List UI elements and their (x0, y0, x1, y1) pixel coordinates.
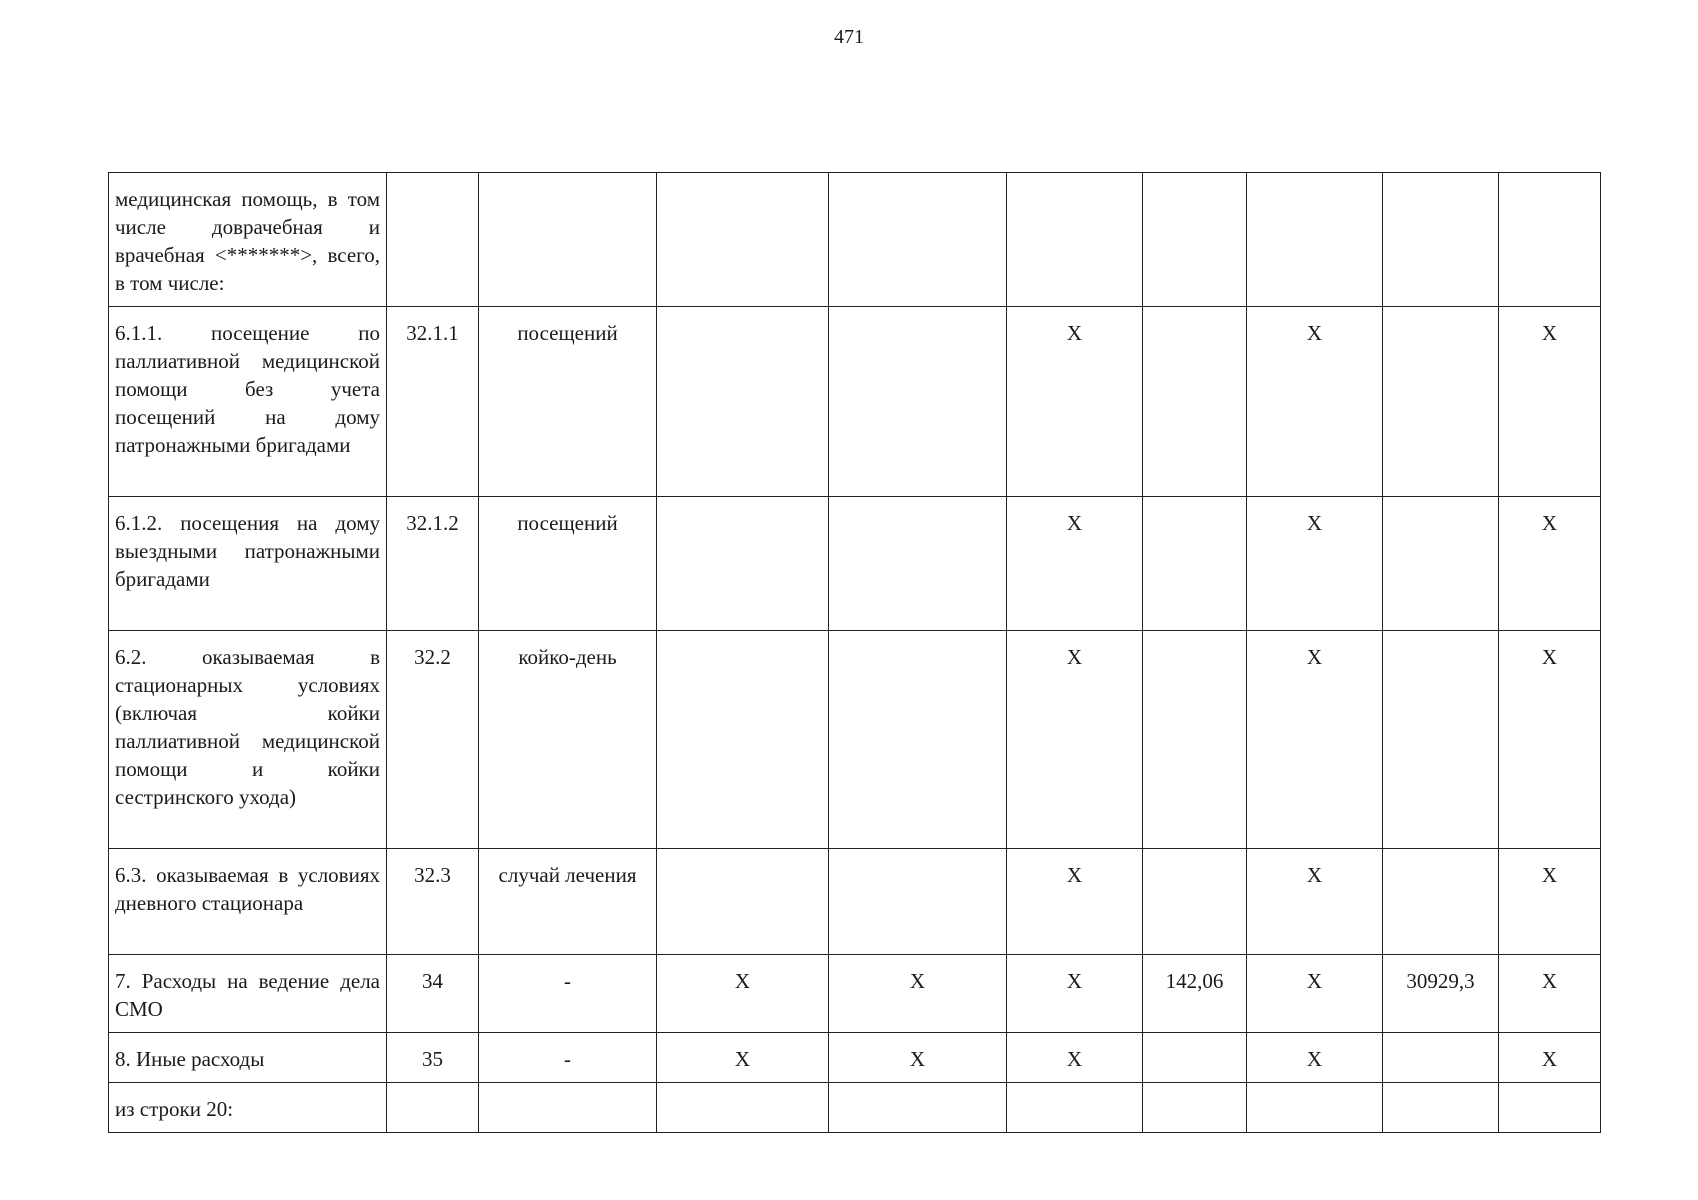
unit-cell: - (479, 1033, 657, 1083)
cell-5 (829, 307, 1007, 497)
cell-6: Х (1007, 955, 1143, 1033)
cell-10: Х (1499, 1033, 1601, 1083)
cell-8 (1247, 1083, 1383, 1133)
cell-5 (829, 1083, 1007, 1133)
cell-7: 142,06 (1143, 955, 1247, 1033)
cell-6: Х (1007, 849, 1143, 955)
cell-6 (1007, 1083, 1143, 1133)
name-cell: из строки 20: (109, 1083, 387, 1133)
cell-9: 30929,3 (1383, 955, 1499, 1033)
cell-5 (829, 849, 1007, 955)
cell-4 (657, 631, 829, 849)
cell-9 (1383, 1083, 1499, 1133)
cell-9 (1383, 631, 1499, 849)
table-row (109, 1033, 1601, 1083)
line-code-cell (387, 1083, 479, 1133)
line-code-cell (387, 173, 479, 307)
page-number: 471 (834, 26, 864, 48)
cell-10: Х (1499, 497, 1601, 631)
unit-cell (479, 1083, 657, 1133)
cell-7 (1143, 497, 1247, 631)
cell-8: Х (1247, 631, 1383, 849)
line-code-cell: 32.1.1 (387, 307, 479, 497)
cell-6: Х (1007, 1033, 1143, 1083)
cell-5 (829, 173, 1007, 307)
cell-5 (829, 631, 1007, 849)
cell-6 (1007, 173, 1143, 307)
cell-4: Х (657, 955, 829, 1033)
table-row (109, 849, 1601, 955)
unit-cell: посещений (479, 497, 657, 631)
cell-6: Х (1007, 307, 1143, 497)
cell-7 (1143, 1033, 1247, 1083)
data-table (108, 172, 1601, 1133)
cell-8: Х (1247, 307, 1383, 497)
line-code-cell: 32.1.2 (387, 497, 479, 631)
cell-4 (657, 307, 829, 497)
unit-cell: посещений (479, 307, 657, 497)
unit-cell (479, 173, 657, 307)
name-cell: медицинская помощь, в том числе доврачебная и врачебная <*******>, всего, в том числе: (109, 173, 387, 307)
cell-9 (1383, 849, 1499, 955)
cell-5: Х (829, 1033, 1007, 1083)
table-body (109, 173, 1601, 1133)
cell-9 (1383, 307, 1499, 497)
cell-4 (657, 497, 829, 631)
cell-10: Х (1499, 955, 1601, 1033)
cell-10: Х (1499, 307, 1601, 497)
cell-4 (657, 849, 829, 955)
cell-10: Х (1499, 631, 1601, 849)
cell-9 (1383, 497, 1499, 631)
cell-7 (1143, 631, 1247, 849)
cell-7 (1143, 849, 1247, 955)
table-row (109, 631, 1601, 849)
name-cell: 7. Расходы на ведение дела СМО (109, 955, 387, 1033)
line-code-cell: 32.2 (387, 631, 479, 849)
unit-cell: - (479, 955, 657, 1033)
cell-10 (1499, 173, 1601, 307)
table-row (109, 955, 1601, 1033)
cell-4 (657, 1083, 829, 1133)
cell-5 (829, 497, 1007, 631)
name-cell: 6.1.2. посещения на дому выездными патронажными бригадами (109, 497, 387, 631)
name-cell: 8. Иные расходы (109, 1033, 387, 1083)
unit-cell: случай лечения (479, 849, 657, 955)
cell-8: Х (1247, 1033, 1383, 1083)
table-row (109, 173, 1601, 307)
name-cell: 6.2. оказываемая в стационарных условиях (включая койки паллиативной медицинской помощи и койки сестринского ухода) (109, 631, 387, 849)
name-cell: 6.3. оказываемая в условиях дневного стационара (109, 849, 387, 955)
cell-9 (1383, 173, 1499, 307)
cell-7 (1143, 173, 1247, 307)
name-cell: 6.1.1. посещение по паллиативной медицинской помощи без учета посещений на дому патронажными бригадами (109, 307, 387, 497)
cell-10 (1499, 1083, 1601, 1133)
cell-7 (1143, 1083, 1247, 1133)
cell-6: Х (1007, 631, 1143, 849)
table-row (109, 497, 1601, 631)
cell-5: Х (829, 955, 1007, 1033)
cell-9 (1383, 1033, 1499, 1083)
cell-8: Х (1247, 955, 1383, 1033)
unit-cell: койко-день (479, 631, 657, 849)
cell-7 (1143, 307, 1247, 497)
cell-4: Х (657, 1033, 829, 1083)
table-row (109, 307, 1601, 497)
cell-8: Х (1247, 849, 1383, 955)
table-row (109, 1083, 1601, 1133)
cell-8: Х (1247, 497, 1383, 631)
cell-8 (1247, 173, 1383, 307)
cell-10: Х (1499, 849, 1601, 955)
cell-6: Х (1007, 497, 1143, 631)
line-code-cell: 34 (387, 955, 479, 1033)
cell-4 (657, 173, 829, 307)
line-code-cell: 32.3 (387, 849, 479, 955)
line-code-cell: 35 (387, 1033, 479, 1083)
